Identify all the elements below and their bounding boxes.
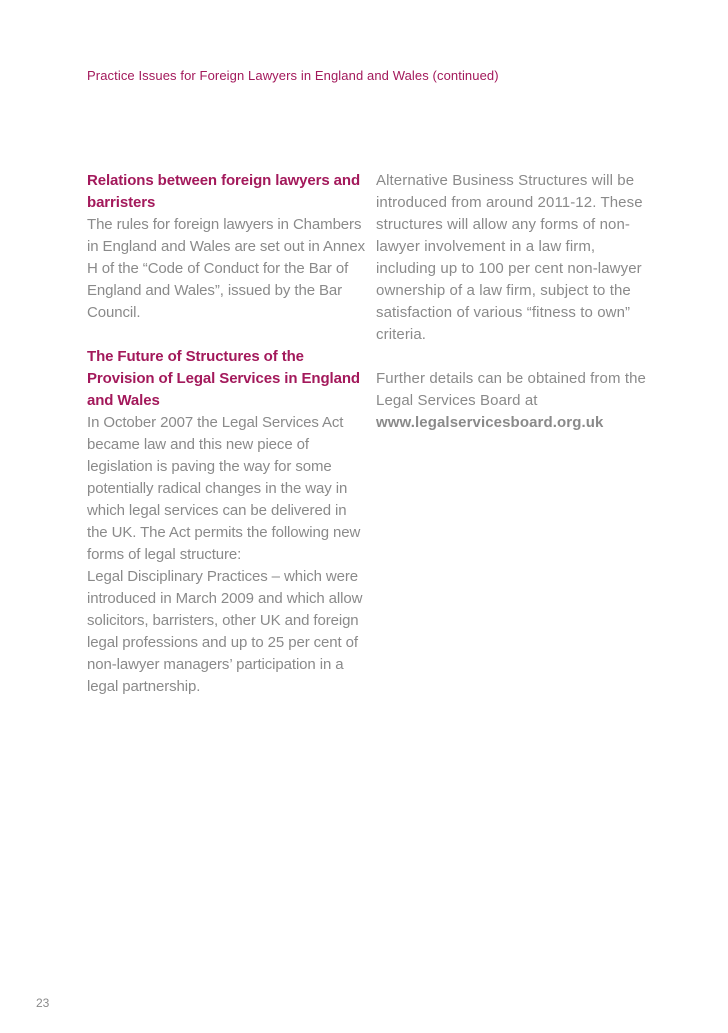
section-foreign-lawyers-barristers <box>87 170 367 324</box>
section-body: Legal Disciplinary Practices – which were introduced in March 2009 and which allow solicitors, barristers, other UK and foreign legal professions and up to 25 per cent of non-lawyer managers’ participation in a legal partnership. <box>87 568 363 695</box>
left-column <box>87 170 367 698</box>
section-heading: Relations between foreign lawyers and barristers <box>87 172 361 211</box>
legal-services-board-link[interactable]: www.legalservicesboard.org.uk <box>376 414 604 431</box>
abs-paragraph: Alternative Business Structures will be introduced from around 2011-12. These structures will allow any forms of non-lawyer involvement in a law firm, including up to 100 per cent non-lawyer ownership of a law firm, subject to the satisfaction of various “fitness to own” criteria. <box>376 172 643 343</box>
section-heading: The Future of Structures of the Provision of Legal Services in England and Wales <box>87 348 360 409</box>
section-body: The rules for foreign lawyers in Chambers in England and Wales are set out in Annex H of the “Code of Conduct for the Bar of England and Wales”, issued by the Bar Council. <box>87 216 366 321</box>
running-header: Practice Issues for Foreign Lawyers in England and Wales (continued) <box>87 68 499 83</box>
page-number: 23 <box>36 996 50 1010</box>
section-future-structures <box>87 346 367 698</box>
further-details-paragraph: Further details can be obtained from the Legal Services Board at <box>376 370 646 409</box>
section-body: In October 2007 the Legal Services Act became law and this new piece of legislation is paving the way for some potentially radical changes in the way in which legal services can be delivered in the UK. The Act permits the following new forms of legal structure: <box>87 414 361 563</box>
right-column <box>376 170 651 434</box>
